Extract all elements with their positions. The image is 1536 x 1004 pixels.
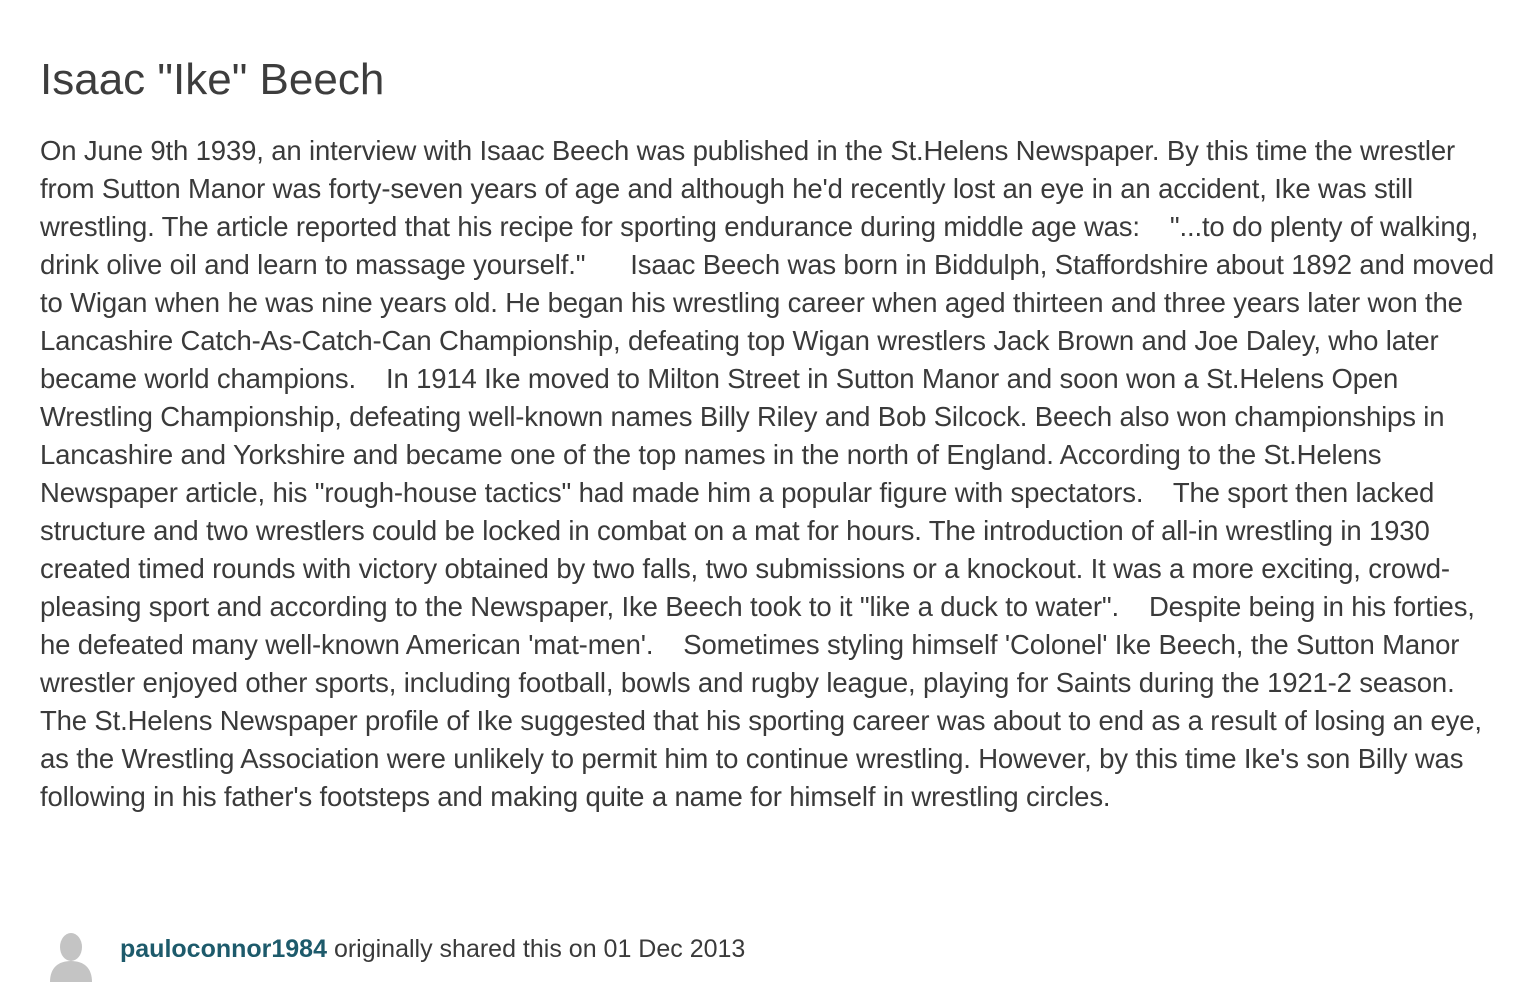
article-body: On June 9th 1939, an interview with Isaac Beech was published in the St.Helens Newspaper. By this time the wrestler from Sutton Manor was forty-seven years of age and although he'd recently lost an eye in an accident, Ike was still wrestling. The article reported that his recipe for sporting endurance during middle age was: "...to do plenty of walking, drink olive oil and learn to massage yourself." Isaac Beech was born in Biddulph, Staffordshire about 1892 and moved to Wigan when he was nine years old. He began his wrestling career when aged thirteen and three years later won the Lancashire Catch-As-Catch-Can Championship, defeating top Wigan wrestlers Jack Brown and Joe Daley, who later became world champions. In 1914 Ike moved to Milton Street in Sutton Manor and soon won a St.Helens Open Wrestling Championship, defeating well-known names Billy Riley and Bob Silcock. Beech also won championships in Lancashire and Yorkshire and became one of the top names in the north of England. According to the St.Helens Newspaper article, his "rough-house tactics" had made him a popular figure with spectators. The sport then lacked structure and two wrestlers could be locked in combat on a mat for hours. The introduction of all-in wrestling in 1930 created timed rounds with victory obtained by two falls, two submissions or a knockout. It was a more exciting, crowd-pleasing sport and according to the Newspaper, Ike Beech took to it "like a duck to water". Despite being in his forties, he defeated many well-known American 'mat-men'. Sometimes styling himself 'Colonel' Ike Beech, the Sutton Manor wrestler enjoyed other sports, including football, bowls and rugby league, playing for Saints during the 1921-2 season. The St.Helens Newspaper profile of Ike suggested that his sporting career was about to end as a result of losing an eye, as the Wrestling Association were unlikely to permit him to continue wrestling. However, by this time Ike's son Billy was following in his father's footsteps and making quite a name for himself in wrestling circles. xyxy=(40,135,1502,812)
article xyxy=(40,50,1502,816)
attribution-text xyxy=(120,930,745,968)
shared-on-text: originally shared this on 01 Dec 2013 xyxy=(327,935,746,963)
article-title: Isaac "Ike" Beech xyxy=(40,55,385,104)
attribution xyxy=(48,930,745,986)
user-avatar-icon[interactable] xyxy=(48,930,94,982)
username-link[interactable]: pauloconnor1984 xyxy=(120,935,327,963)
